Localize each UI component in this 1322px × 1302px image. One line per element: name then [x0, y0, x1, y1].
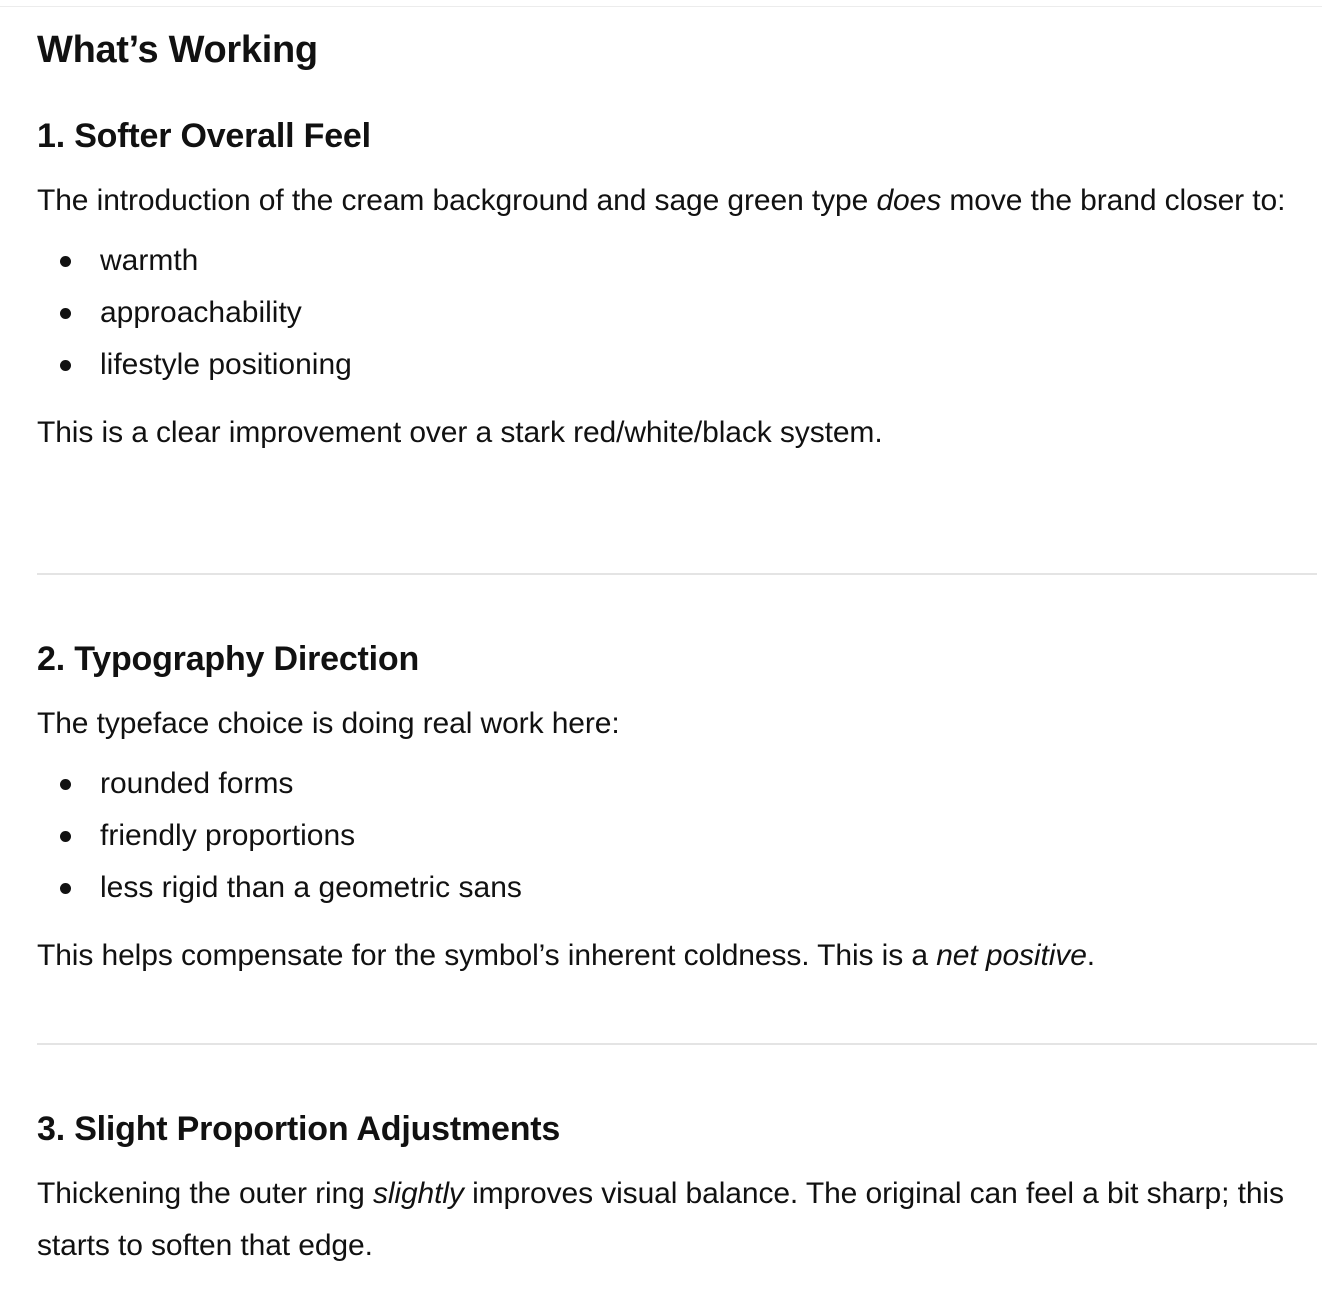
bullet-dot-icon — [60, 779, 71, 790]
bullet-dot-icon — [60, 831, 71, 842]
list-item — [37, 287, 1317, 339]
section-typography-direction — [37, 637, 1317, 982]
bullet-dot-icon — [60, 360, 71, 371]
bullet-dot-icon — [60, 883, 71, 894]
closing-text-end: . — [1086, 939, 1096, 972]
section-slight-proportion-adjustments — [37, 1107, 1317, 1272]
list-item-text: lifestyle positioning — [100, 348, 352, 381]
section-heading: 1. Softer Overall Feel — [37, 117, 371, 155]
list-item-text: rounded forms — [100, 767, 294, 800]
section-heading: 3. Slight Proportion Adjustments — [37, 1110, 561, 1148]
list-item — [37, 758, 1317, 810]
list-item-text: warmth — [100, 244, 199, 277]
list-item — [37, 235, 1317, 287]
list-item — [37, 810, 1317, 862]
section-divider — [37, 573, 1317, 575]
section-closing: This is a clear improvement over a stark red/white/black system. — [37, 416, 883, 449]
list-item-text: friendly proportions — [100, 819, 356, 852]
closing-emphasis: net positive — [936, 939, 1087, 972]
list-item-text: less rigid than a geometric sans — [100, 871, 522, 904]
intro-text: The introduction of the cream background and sage green type — [37, 184, 877, 217]
section-divider — [37, 1043, 1317, 1045]
section-closing — [37, 930, 1317, 982]
intro-text-end: move the brand closer to: — [941, 184, 1286, 217]
paragraph-emphasis: slightly — [372, 1177, 464, 1210]
list-item — [37, 862, 1317, 914]
section-heading: 2. Typography Direction — [37, 640, 420, 678]
section-intro: The typeface choice is doing real work here: — [37, 707, 620, 740]
section-paragraph — [37, 1168, 1317, 1272]
section-softer-overall-feel — [37, 114, 1317, 459]
paragraph-text-end: improves visual balance. The original can feel a bit sharp; this starts to soften that edge. — [37, 1177, 1284, 1262]
list-item — [37, 339, 1317, 391]
intro-emphasis: does — [876, 184, 942, 217]
page-title: What’s Working — [37, 29, 318, 71]
bullet-list — [37, 235, 1317, 391]
paragraph-text: Thickening the outer ring — [37, 1177, 373, 1210]
bullet-list — [37, 758, 1317, 914]
bullet-dot-icon — [60, 256, 71, 267]
section-intro — [37, 175, 1317, 227]
bullet-dot-icon — [60, 308, 71, 319]
top-divider — [0, 6, 1322, 7]
list-item-text: approachability — [100, 296, 302, 329]
closing-text: This helps compensate for the symbol’s inherent coldness. This is a — [37, 939, 937, 972]
